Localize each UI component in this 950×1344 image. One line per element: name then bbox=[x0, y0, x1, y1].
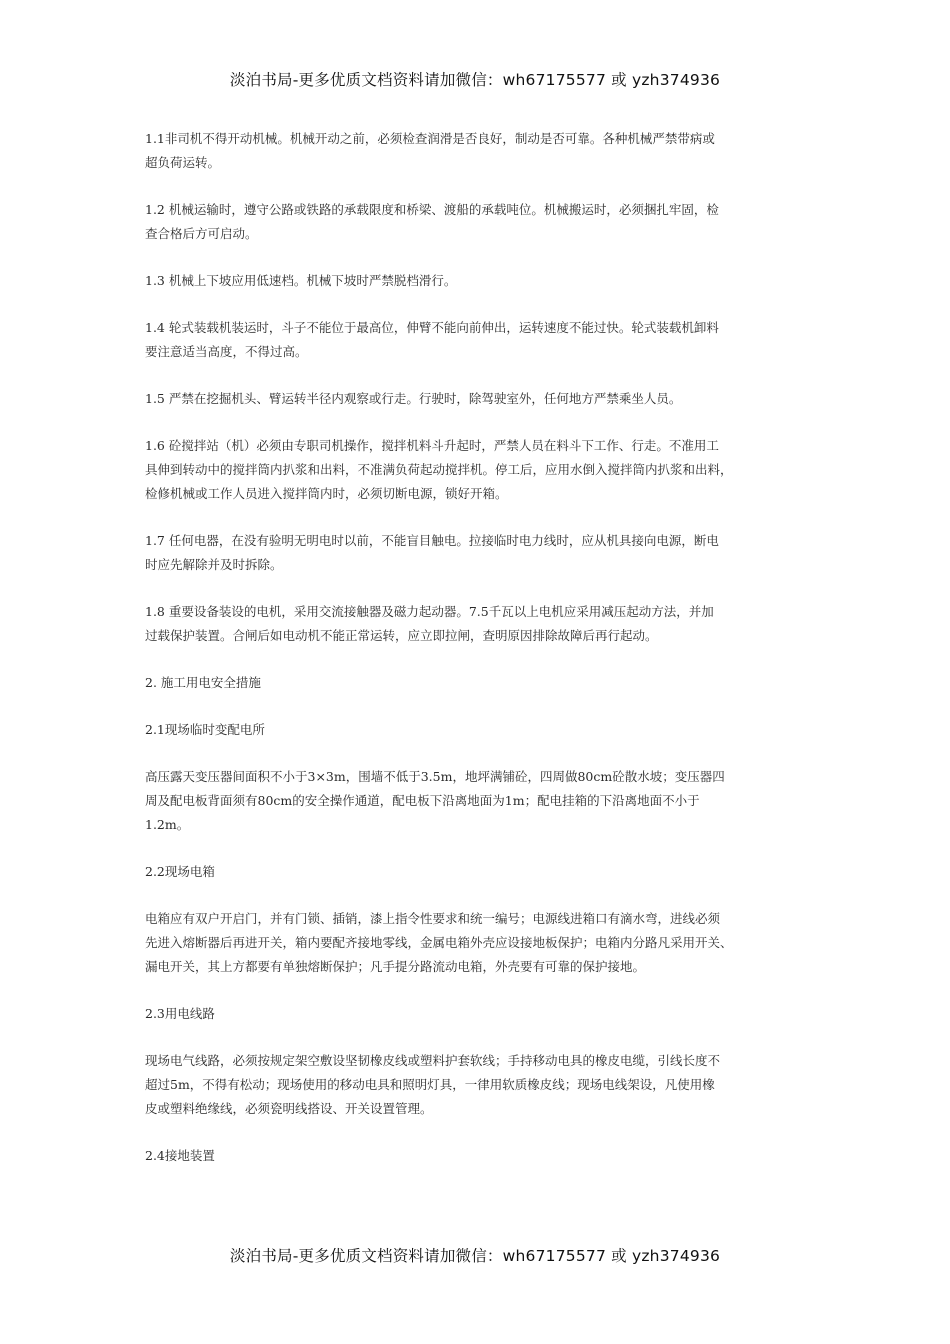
paragraph-line: 2. 施工用电安全措施 bbox=[145, 675, 261, 690]
paragraph-line: 1.3 机械上下坡应用低速档。机械下坡时严禁脱档滑行。 bbox=[145, 273, 457, 288]
paragraph bbox=[145, 316, 817, 364]
paragraph bbox=[145, 718, 817, 742]
paragraph-line: 超负荷运转。 bbox=[145, 155, 221, 170]
paragraph-line: 1.2 机械运输时，遵守公路或铁路的承载限度和桥梁、渡船的承载吨位。机械搬运时，必须捆扎牢固，检 bbox=[145, 202, 719, 217]
paragraph bbox=[145, 860, 817, 884]
paragraph bbox=[145, 1144, 817, 1168]
paragraph-line: 1.1非司机不得开动机械。机械开动之前，必须检查润滑是否良好，制动是否可靠。各种机械严禁带病或 bbox=[145, 131, 715, 146]
paragraph-line: 1.7 任何电器，在没有验明无明电时以前，不能盲目触电。拉接临时电力线时，应从机具接向电源，断电 bbox=[145, 533, 719, 548]
paragraph-line: 具伸到转动中的搅拌筒内扒浆和出料，不准满负荷起动搅拌机。停工后，应用水倒入搅拌筒内扒浆和出料， bbox=[145, 462, 733, 477]
paragraph-line: 超过5m，不得有松动；现场使用的移动电具和照明灯具，一律用软质橡皮线；现场电线架设，凡使用橡 bbox=[145, 1077, 715, 1092]
paragraph-line: 1.6 砼搅拌站（机）必须由专职司机操作，搅拌机料斗升起时，严禁人员在料斗下工作、行走。不准用工 bbox=[145, 438, 719, 453]
footer-watermark: 淡泊书局-更多优质文档资料请加微信：wh67175577 或 yzh374936 bbox=[229, 1247, 721, 1265]
paragraph-line: 周及配电板背面须有80cm的安全操作通道，配电板下沿离地面为1m；配电挂箱的下沿离地面不小于 bbox=[145, 793, 700, 808]
paragraph bbox=[145, 434, 817, 506]
paragraph-line: 2.4接地装置 bbox=[145, 1148, 215, 1163]
paragraph-line: 2.3用电线路 bbox=[145, 1006, 215, 1021]
paragraph bbox=[145, 1049, 817, 1121]
paragraph-line: 先进入熔断器后再进开关，箱内要配齐接地零线，金属电箱外壳应设接地板保护；电箱内分路凡采用开关、 bbox=[145, 935, 733, 950]
paragraph-line: 检修机械或工作人员进入搅拌筒内时，必须切断电源，锁好开箱。 bbox=[145, 486, 508, 501]
paragraph-line: 漏电开关，其上方都要有单独熔断保护；凡手提分路流动电箱，外壳要有可靠的保护接地。 bbox=[145, 959, 646, 974]
paragraph bbox=[145, 387, 817, 411]
paragraph bbox=[145, 127, 817, 175]
paragraph bbox=[145, 671, 817, 695]
paragraph-line: 高压露天变压器间面积不小于3×3m，围墙不低于3.5m，地坪满铺砼，四周做80cm砼散水坡；变压器四 bbox=[145, 769, 725, 784]
paragraph bbox=[145, 269, 817, 293]
paragraph bbox=[145, 765, 817, 837]
paragraph bbox=[145, 1002, 817, 1026]
paragraph-line: 要注意适当高度，不得过高。 bbox=[145, 344, 308, 359]
paragraph-line: 时应先解除并及时拆除。 bbox=[145, 557, 283, 572]
paragraph-line: 电箱应有双户开启门，并有门锁、插销，漆上指令性要求和统一编号；电源线进箱口有滴水弯，进线必须 bbox=[145, 911, 721, 926]
paragraph-line: 1.2m。 bbox=[145, 817, 190, 832]
paragraph-line: 皮或塑料绝缘线，必须瓷明线搭设、开关设置管理。 bbox=[145, 1101, 433, 1116]
document-body bbox=[145, 127, 817, 1168]
header-watermark: 淡泊书局-更多优质文档资料请加微信：wh67175577 或 yzh374936 bbox=[229, 71, 721, 89]
paragraph-line: 2.1现场临时变配电所 bbox=[145, 722, 265, 737]
paragraph-line: 1.8 重要设备装设的电机，采用交流接触器及磁力起动器。7.5千瓦以上电机应采用减压起动方法，并加 bbox=[145, 604, 714, 619]
paragraph bbox=[145, 600, 817, 648]
paragraph-line: 过载保护装置。合闸后如电动机不能正常运转，应立即拉闸，查明原因排除故障后再行起动。 bbox=[145, 628, 658, 643]
paragraph-line: 2.2现场电箱 bbox=[145, 864, 215, 879]
paragraph bbox=[145, 907, 817, 979]
paragraph-line: 查合格后方可启动。 bbox=[145, 226, 258, 241]
paragraph bbox=[145, 529, 817, 577]
paragraph bbox=[145, 198, 817, 246]
paragraph-line: 现场电气线路，必须按规定架空敷设坚韧橡皮线或塑料护套软线；手持移动电具的橡皮电缆，引线长度不 bbox=[145, 1053, 721, 1068]
paragraph-line: 1.4 轮式装载机装运时，斗子不能位于最高位，伸臂不能向前伸出，运转速度不能过快。轮式装载机卸料 bbox=[145, 320, 719, 335]
paragraph-line: 1.5 严禁在挖掘机头、臂运转半径内观察或行走。行驶时，除驾驶室外，任何地方严禁乘坐人员。 bbox=[145, 391, 682, 406]
